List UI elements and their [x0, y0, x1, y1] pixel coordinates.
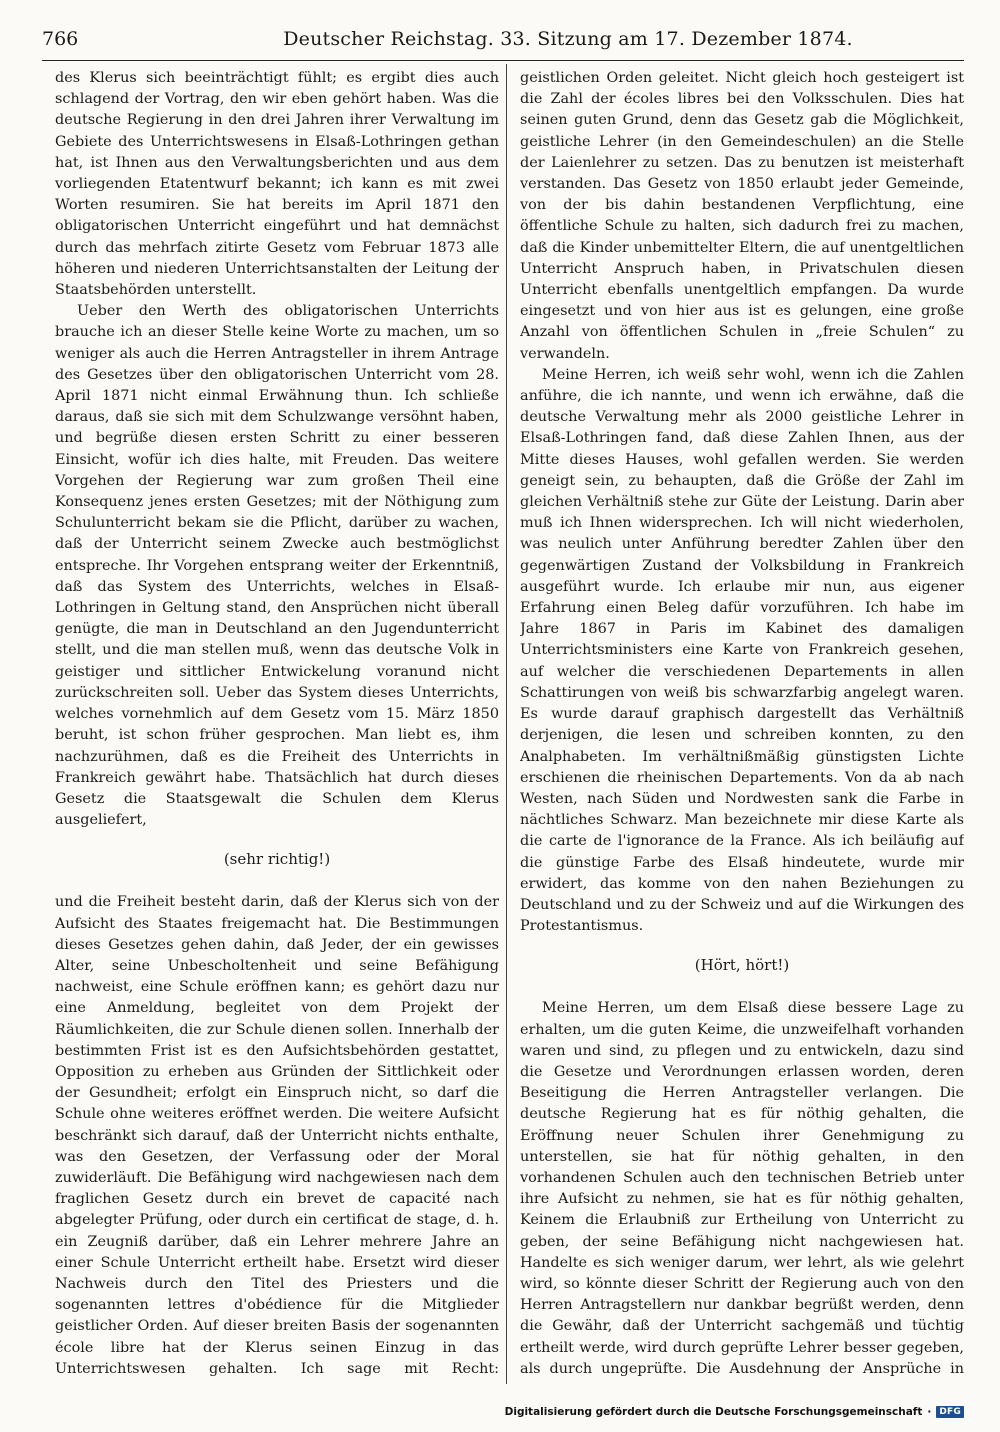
left-column: [55, 68, 499, 1380]
page-header: [42, 26, 964, 61]
digitization-credit: [505, 1406, 964, 1418]
right-paragraph-2: Meine Herren, ich weiß sehr wohl, wenn ich die Zahlen anführe, die ich nannte, und wenn ich erwähne, daß die deutsche Verwaltung mehr als 2000 geistliche Lehrer in Elsaß-Lothringen fand, daß diese Zahlen Ihnen, aus der Mitte dieses Hauses, wohl gefallen werden. Sie werden geneigt sein, zu behaupten, daß die Größe der Zahl im gleichen Verhältniß stehe zur Güte der Leistung. Darin aber muß ich Ihnen widersprechen. Ich will nicht wiederholen, was neulich unter Anführung beredter Zahlen über den gegenwärtigen Zustand der Volksbildung in Frankreich ausgeführt wurde. Ich erlaube mir nun, aus eigener Erfahrung einen Beleg dafür vorzuführen. Ich habe im Jahre 1867 in Paris im Kabinet des damaligen Unterrichtsministers eine Karte von Frankreich gesehen, auf welcher die verschiedenen Departements in allen Schattirungen von weiß bis schwarzfarbig angelegt waren. Es wurde darauf graphisch dargestellt das Verhältniß derjenigen, die lesen und schreiben konnten, zu den Analphabeten. Im verhältnißmäßig günstigsten Lichte erschienen die rheinischen Departements. Von da ab nach Westen, nach Süden und Nordwesten sank die Farbe in nächtliches Schwarz. Man bezeichnete mir diese Karte als die carte de l'ignorance de la France. Als ich beiläufig auf die günstige Farbe des Elsaß hindeutete, wurde mir erwidert, das komme von den nahen Beziehungen zu Deutschland und zu der Schweiz und auf die Wirkungen des Protestantismus.: [520, 366, 964, 935]
running-head: Deutscher Reichstag. 33. Sitzung am 17. Dezember 1874.: [283, 28, 853, 50]
column-divider: [506, 64, 507, 1384]
left-paragraph-1: des Klerus sich beeinträchtigt fühlt; es ergibt dies auch schlagend der Vortrag, den wir eben gehört haben. Was die deutsche Regierung in den drei Jahren ihrer Verwaltung im Gebiete des Unterrichtswesens in Elsaß-Lothringen gethan hat, ist Ihnen aus den Verwaltungsberichten und aus dem vorliegenden Etatentwurf bekannt; ich kann es mit zwei Worten resumiren. Sie hat bereits im April 1871 den obligatorischen Unterricht eingeführt und hat demnächst durch das mehrfach zitirte Gesetz vom Februar 1873 alle höheren und niederen Unterrichtsanstalten der Leitung der Staatsbehörden unterstellt.: [55, 70, 499, 299]
dfg-logo: DFG: [936, 1406, 964, 1418]
digitization-credit-text: Digitalisierung gefördert durch die Deutsche Forschungsgemeinschaft: [504, 1406, 923, 1418]
separator-dot: ·: [927, 1406, 932, 1418]
right-paragraph-1: geistlichen Orden geleitet. Nicht gleich hoch gesteigert ist die Zahl der écoles libres bei den Volksschulen. Dies hat seinen guten Grund, denn das Gesetz gab die Möglichkeit, geistliche Lehrer (in den Gemeindeschulen) an die Stelle der Laienlehrer zu setzen. Das zu benutzen ist meisterhaft verstanden. Das Gesetz von 1850 erlaubt jeder Gemeinde, von der bis dahin bestandenen Verpflichtung, eine öffentliche Schule zu halten, sich dadurch frei zu machen, daß die Kinder unbemittelter Eltern, die auf unentgeltlichen Unterricht Anspruch haben, in Privatschulen diesen Unterricht ebenfalls unentgeltlich empfangen. Da wurde eingesetzt und von hier aus ist es gelungen, eine große Anzahl von öffentlichen Schulen in „freie Schulen“ zu verwandeln.: [520, 70, 964, 362]
left-paragraph-3: und die Freiheit besteht darin, daß der Klerus sich von der Aufsicht des Staates freigemacht hat. Die Bestimmungen dieses Gesetzes gehen dahin, daß Jeder, der ein gewisses Alter, seine Unbescholtenheit und seine Befähigung nachweist, eine Schule eröffnen kann; es gehört dazu nur eine Anmeldung, begleitet von dem Projekt der Räumlichkeiten, die zur Schule dienen sollen. Innerhalb der bestimmten Frist ist es den Aufsichtsbehörden gestattet, Opposition zu erheben aus Gründen der Sittlichkeit oder der Gesundheit; erfolgt ein Einspruch nicht, so darf die Schule ohne weiteres eröffnet werden. Die weitere Aufsicht beschränkt sich darauf, daß der Unterricht nichts enthalte, was den Gesetzen, der Verfassung oder der Moral zuwiderläuft. Die Befähigung wird nachgewiesen nach dem fraglichen Gesetz durch ein brevet de capacité nach abgelegter Prüfung, oder durch ein certificat de stage, d. h. ein Zeugniß darüber, daß ein Lehrer mehrere Jahre an einer Schule Unterricht ertheilt habe. Ersetzt wird dieser Nachweis durch den Titel des Priesters und die sogenannten lettres d'obédience für die Mitglieder geistlicher Orden. Auf dieser breiten Basis der sogenannten école libre hat der Klerus seinen Einzug in das Unterrichtswesen gehalten. Ich sage mit Recht:: [55, 894, 499, 1377]
right-paragraph-3: Meine Herren, um dem Elsaß diese bessere Lage zu erhalten, um die guten Keime, die unzweifelhaft vorhanden waren und sind, zu pflegen und zu entwickeln, dazu sind die Gesetze und Verordnungen erlassen worden, deren Beseitigung die Herren Antragsteller verlangen. Die deutsche Regierung hat es für nöthig gehalten, die Eröffnung neuer Schulen ihrer Genehmigung zu unterstellen, sie hat für nöthig gehalten, in den vorhandenen Schulen auch den technischen Betrieb unter ihre Aufsicht zu nehmen, sie hat es für nöthig gehalten, Keinem die Erlaubniß zur Ertheilung von Unterricht zu geben, der seine Befähigung nicht nachgewiesen hat. Handelte es sich weniger darum, wer lehrt, als wie gelehrt wird, so könnte dieser Schritt der Regierung auch von den Herren Antragstellern nur dankbar begrüßt werden, denn die Gewähr, daß der Unterricht sachgemäß und tüchtig ertheilt werde, wird durch geprüfte Lehrer besser gegeben, als durch ungeprüfte. Die Ausdehnung der Ansprüche in: [520, 1000, 964, 1377]
right-column: [520, 68, 964, 1380]
left-paragraph-2: Ueber den Werth des obligatorischen Unterrichts brauche ich an dieser Stelle keine Worte zu machen, um so weniger als auch die Herren Antragsteller in ihrem Antrage des Gesetzes über den obligatorischen Unterricht vom 28. April 1871 nicht einmal Erwähnung thun. Ich schließe daraus, daß sie sich mit dem Schulzwange versöhnt haben, und begrüße diesen ersten Schritt zu einer besseren Einsicht, wofür ich dies halte, mit Freuden. Das weitere Vorgehen der Regierung war zum großen Theil eine Konsequenz jenes ersten Gesetzes; mit der Nöthigung zum Schulunterricht bekam sie die Pflicht, darüber zu wachen, daß der Unterricht seinem Zwecke auch bestmöglichst entspreche. Ihr Vorgehen entsprang weiter der Erkenntniß, daß das System des Unterrichts, welches in Elsaß-Lothringen in Geltung stand, den Ansprüchen nicht überall genügte, die man in Deutschland an den Jugendunterricht stellt, und die man stellen muß, wenn das deutsche Volk in geistiger und sittlicher Entwickelung voranund nicht zurückschreiten soll. Ueber das System dieses Unterrichts, welches vornehmlich auf dem Gesetz vom 15. März 1850 beruht, ist schon früher gesprochen. Man liebt es, ihm nachzurühmen, daß es die Freiheit des Unterrichts in Frankreich gewährt habe. Thatsächlich hat durch dieses Gesetz die Staatsgewalt die Schulen dem Klerus ausgeliefert,: [55, 303, 499, 829]
left-interjection: (sehr richtig!): [223, 850, 331, 869]
page-number: 766: [42, 28, 79, 50]
right-interjection: (Hört, hört!): [694, 956, 790, 975]
